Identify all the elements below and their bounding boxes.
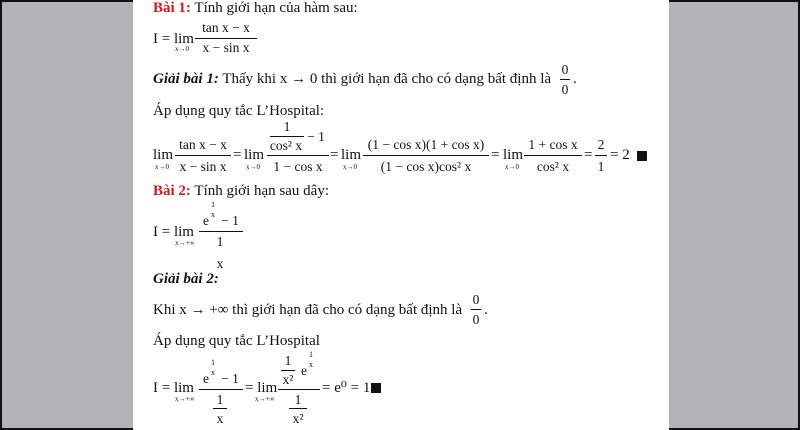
term2-inner-denominator: cos² x	[269, 138, 303, 153]
denominator-top: 1	[294, 392, 302, 407]
inner-fraction-bar	[289, 408, 307, 409]
solution1-label: Giải bài 1:	[153, 71, 219, 87]
fraction-denominator: x − sin x	[202, 40, 250, 55]
inner-fraction-bar	[270, 136, 304, 137]
solution1-rule: Áp dụng quy tắc L’Hospital:	[153, 103, 325, 119]
term3-denominator: (1 − cos x)cos² x	[380, 159, 472, 174]
indeterminate-denominator: 0	[472, 312, 480, 327]
equals: =	[584, 147, 593, 163]
inner-numerator: 1	[284, 353, 292, 368]
exp-denominator: x	[211, 368, 215, 377]
fraction-bar	[195, 38, 257, 39]
term1-denominator: x − sin x	[179, 159, 227, 174]
indeterminate-numerator: 0	[472, 292, 480, 307]
inner-fraction-bar	[213, 408, 227, 409]
fraction-bar	[595, 155, 607, 156]
solution2-text: Khi x → +∞ thì giới hạn đã cho có dạng bất định là	[153, 302, 463, 318]
problem2-text: Tính giới hạn sau dây:	[194, 183, 329, 199]
term3-numerator: (1 − cos x)(1 + cos x)	[367, 137, 485, 152]
limit-subscript: x→0	[175, 45, 189, 53]
exp-base: e	[203, 213, 209, 228]
fraction-bar	[560, 79, 570, 80]
limit-subscript: x→0	[155, 163, 169, 171]
solution2-label: Giải bài 2:	[153, 271, 219, 287]
problem2-heading	[153, 184, 329, 199]
limit-subscript: x→0	[505, 163, 519, 171]
problem1-label: Bài 1:	[153, 0, 191, 16]
limit-subscript: x→0	[343, 163, 357, 171]
solution1-text: Thấy khi x → 0 thì giới hạn đã cho có dạng bất định là	[222, 71, 552, 87]
exp-base: e	[203, 371, 209, 386]
minus-one: − 1	[221, 213, 239, 228]
denominator-bottom: x	[216, 256, 224, 271]
limit-subscript: x→0	[246, 163, 260, 171]
exp-numerator: 1	[211, 358, 215, 367]
fraction-bar	[175, 155, 231, 156]
fraction-numerator: tan x − x	[202, 20, 250, 35]
fraction-bar	[278, 389, 320, 390]
term2-inner-numerator: 1	[283, 119, 291, 134]
inner-fraction-bar	[281, 370, 295, 371]
lim: lim	[153, 147, 174, 163]
problem1-text: Tính giới hạn của hàm sau:	[194, 0, 358, 16]
term4-numerator: 1 + cos x	[528, 137, 578, 152]
denominator-top: 1	[216, 392, 224, 407]
term5-denominator: 1	[597, 159, 605, 174]
fraction-bar	[199, 389, 243, 390]
formula-lhs: I = lim	[153, 224, 194, 240]
equals: =	[491, 147, 500, 163]
lim: lim	[244, 147, 265, 163]
limit-subscript: x→+∞	[175, 239, 195, 247]
fraction-bar	[524, 155, 582, 156]
exp-denominator: x	[211, 210, 215, 219]
minus-one: − 1	[221, 371, 239, 386]
result: = 2	[610, 147, 630, 163]
indeterminate-denominator: 0	[561, 82, 569, 97]
denominator-top: 1	[216, 234, 224, 249]
inner-denominator: x²	[282, 372, 294, 387]
equals: =	[233, 147, 242, 163]
period: .	[484, 302, 488, 318]
solution2-rule: Áp dụng quy tắc L’Hospital	[153, 333, 320, 349]
solution1-heading	[153, 72, 551, 87]
qed-square-icon	[371, 383, 381, 393]
limit-subscript: x→+∞	[175, 395, 195, 403]
denominator-bottom: x²	[292, 411, 304, 426]
term4-denominator: cos² x	[536, 159, 570, 174]
fraction-bar	[267, 155, 329, 156]
formula-lhs: I = lim	[153, 380, 194, 396]
fraction-bar	[199, 231, 243, 232]
lim: lim	[341, 147, 362, 163]
exp-base: e	[301, 363, 307, 378]
term1-numerator: tan x − x	[179, 137, 227, 152]
problem2-label: Bài 2:	[153, 183, 191, 199]
exp-numerator: 1	[309, 350, 313, 359]
indeterminate-numerator: 0	[561, 62, 569, 77]
formula-lhs: I = lim	[153, 31, 194, 47]
term5-numerator: 2	[597, 137, 605, 152]
problem1-heading	[153, 1, 358, 16]
qed-square-icon	[637, 151, 647, 161]
exp-denominator: x	[309, 360, 313, 369]
term2-denominator: 1 − cos x	[273, 159, 323, 174]
equals: =	[330, 147, 339, 163]
equals-lim: = lim	[245, 380, 278, 396]
fraction-bar	[363, 155, 489, 156]
term2-minus-one: − 1	[307, 129, 325, 144]
fraction-bar	[471, 309, 481, 310]
limit-subscript: x→+∞	[255, 395, 275, 403]
exp-numerator: 1	[211, 200, 215, 209]
denominator-bottom: x	[216, 411, 224, 426]
result: = e⁰ = 1	[322, 380, 371, 396]
period: .	[573, 71, 577, 87]
document-page	[133, 0, 669, 430]
lim: lim	[503, 147, 524, 163]
